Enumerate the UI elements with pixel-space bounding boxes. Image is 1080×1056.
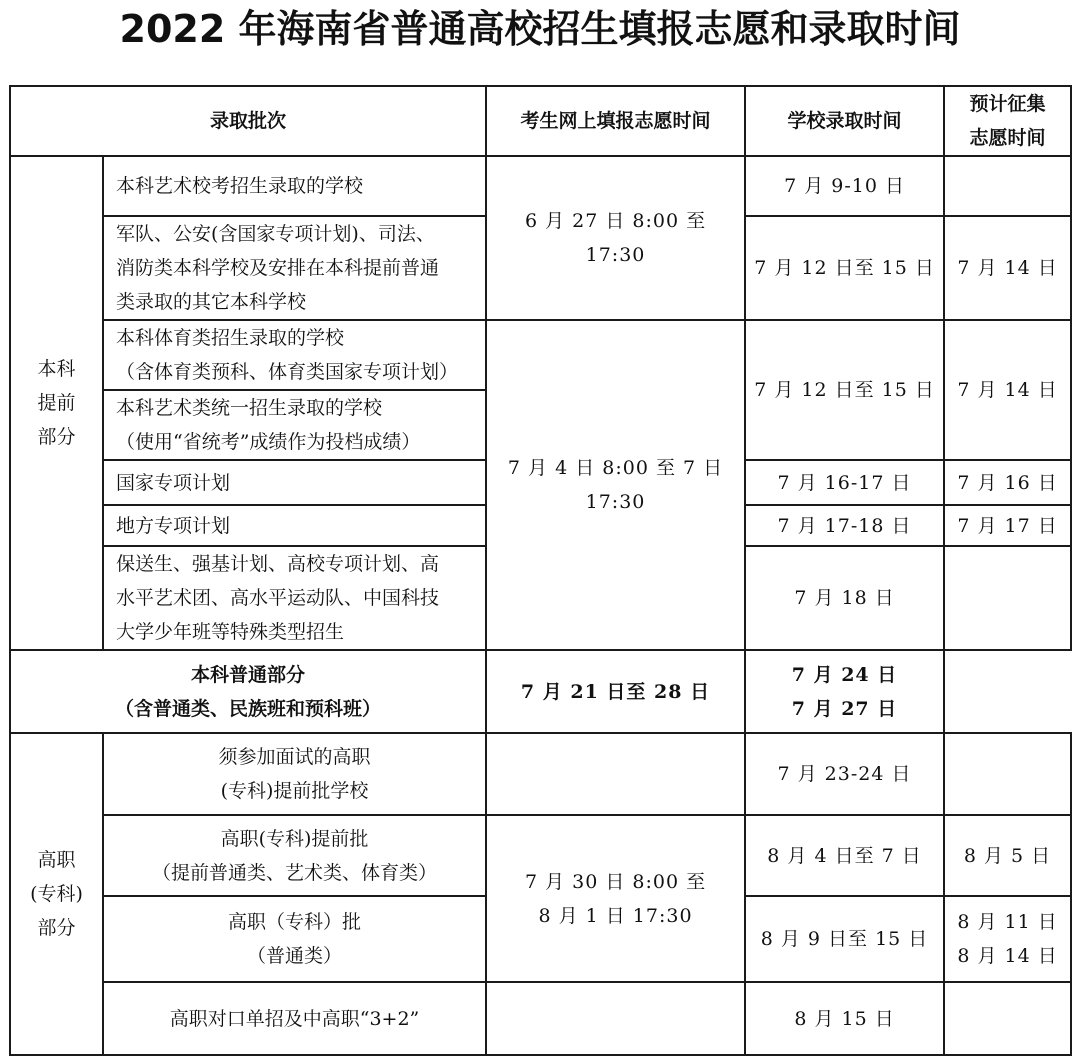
solicit-time-cell xyxy=(745,650,944,733)
header-admission-time: 学校录取时间 xyxy=(745,86,944,156)
solicit-time-cell: 7 月 16 日 xyxy=(944,460,1071,505)
batch-line: 水平艺术团、高水平运动队、中国科技 xyxy=(116,587,440,609)
header-solicit-time xyxy=(944,86,1071,156)
group-label-line1: 本科 xyxy=(37,358,76,380)
fill-time-line: 8 月 1 日 17:30 xyxy=(538,904,693,927)
batch-line: （使用“省统考”成绩作为投档成绩） xyxy=(116,431,421,453)
batch-cell xyxy=(103,460,486,505)
batch-line: 本科普通部分 xyxy=(191,663,306,686)
admission-time-cell: 7 月 16-17 日 xyxy=(745,460,944,505)
admission-time-cell: 7 月 17-18 日 xyxy=(745,505,944,546)
batch-cell xyxy=(103,320,486,390)
header-solicit-line1: 预计征集 xyxy=(969,93,1046,115)
fill-time-cell-empty xyxy=(486,733,745,815)
batch-line: 保送生、强基计划、高校专项计划、高 xyxy=(116,553,440,575)
solicit-time-cell xyxy=(944,896,1071,982)
batch-line: 类录取的其它本科学校 xyxy=(116,291,307,313)
batch-cell xyxy=(103,156,486,216)
batch-line: （含体育类预科、体育类国家专项计划） xyxy=(116,361,459,383)
batch-line: （普通类） xyxy=(247,945,343,967)
admission-time-cell: 7 月 23-24 日 xyxy=(745,733,944,815)
batch-cell xyxy=(103,505,486,546)
solicit-time-cell xyxy=(944,156,1071,216)
group-benke-tiqian xyxy=(10,156,103,650)
benke-putong-cell xyxy=(10,650,486,733)
table-row xyxy=(10,815,1071,896)
group-label-line1: 高职 xyxy=(37,849,76,871)
fill-time-line: 7 月 30 日 8:00 至 xyxy=(524,870,707,893)
batch-line: 消防类本科学校及安排在本科提前普通 xyxy=(116,257,440,279)
page-title: 2022 年海南省普通高校招生填报志愿和录取时间 xyxy=(119,7,961,51)
header-row xyxy=(10,86,1071,156)
batch-line: 高职(专科)提前批 xyxy=(220,827,369,850)
fill-time-cell-empty xyxy=(486,982,745,1055)
fill-time-cell xyxy=(486,815,745,982)
batch-line: 军队、公安(含国家专项计划)、司法、 xyxy=(116,223,435,245)
solicit-line: 8 月 11 日 xyxy=(957,911,1058,933)
batch-line: (专科)提前批学校 xyxy=(220,780,369,802)
group-label-line3: 部分 xyxy=(37,426,76,448)
admission-time-cell: 7 月 12 日至 15 日 xyxy=(745,320,944,460)
table-row xyxy=(10,733,1071,815)
batch-line: 本科艺术类统一招生录取的学校 xyxy=(116,397,383,419)
batch-line: （提前普通类、艺术类、体育类） xyxy=(152,861,438,884)
solicit-time-cell xyxy=(944,982,1071,1055)
admission-time-cell: 7 月 9-10 日 xyxy=(745,156,944,216)
batch-line: 须参加面试的高职 xyxy=(218,746,371,768)
batch-line: 本科体育类招生录取的学校 xyxy=(116,327,345,349)
batch-cell xyxy=(103,815,486,896)
batch-line: 高职对口单招及中高职“3+2” xyxy=(169,1007,420,1030)
group-label-line2: (专科) xyxy=(30,883,83,905)
batch-line: 高职（专科）批 xyxy=(228,911,362,933)
header-batch: 录取批次 xyxy=(10,86,486,156)
batch-cell xyxy=(103,546,486,650)
solicit-time-cell: 7 月 14 日 xyxy=(944,216,1071,320)
table-row xyxy=(10,156,1071,216)
solicit-time-cell xyxy=(944,733,1071,815)
solicit-line: 8 月 14 日 xyxy=(957,945,1058,967)
batch-line: （含普通类、民族班和预科班） xyxy=(115,697,382,720)
batch-line: 地方专项计划 xyxy=(116,514,231,537)
solicit-line: 7 月 27 日 xyxy=(791,697,898,720)
batch-cell xyxy=(103,216,486,320)
batch-cell xyxy=(103,982,486,1055)
admission-time-cell: 8 月 9 日至 15 日 xyxy=(745,896,944,982)
group-label-line2: 提前 xyxy=(37,392,76,414)
group-gaozhi xyxy=(10,733,103,1055)
batch-line: 大学少年班等特殊类型招生 xyxy=(116,621,345,643)
table-row xyxy=(10,982,1071,1055)
admission-time-cell: 8 月 4 日至 7 日 xyxy=(745,815,944,896)
batch-line: 国家专项计划 xyxy=(116,471,231,494)
batch-cell xyxy=(103,390,486,460)
solicit-time-cell: 8 月 5 日 xyxy=(944,815,1071,896)
solicit-line: 7 月 24 日 xyxy=(791,663,898,686)
admission-schedule-table xyxy=(9,85,1072,1056)
header-solicit-line2: 志愿时间 xyxy=(969,127,1046,149)
header-fill-time: 考生网上填报志愿时间 xyxy=(486,86,745,156)
table-row xyxy=(10,650,1071,733)
fill-time-cell: 7 月 4 日 8:00 至 7 日 17:30 xyxy=(486,320,745,650)
solicit-time-cell: 7 月 17 日 xyxy=(944,505,1071,546)
batch-cell xyxy=(103,733,486,815)
fill-time-cell: 6 月 27 日 8:00 至 17:30 xyxy=(486,156,745,320)
admission-time-cell: 7 月 12 日至 15 日 xyxy=(745,216,944,320)
admission-time-cell: 7 月 18 日 xyxy=(745,546,944,650)
admission-time-cell: 8 月 15 日 xyxy=(745,982,944,1055)
group-label-line3: 部分 xyxy=(37,917,76,939)
solicit-time-cell: 7 月 14 日 xyxy=(944,320,1071,460)
solicit-time-cell xyxy=(944,546,1071,650)
table-row xyxy=(10,320,1071,390)
batch-line: 本科艺术校考招生录取的学校 xyxy=(116,175,364,197)
admission-time-cell: 7 月 21 日至 28 日 xyxy=(486,650,745,733)
batch-cell xyxy=(103,896,486,982)
